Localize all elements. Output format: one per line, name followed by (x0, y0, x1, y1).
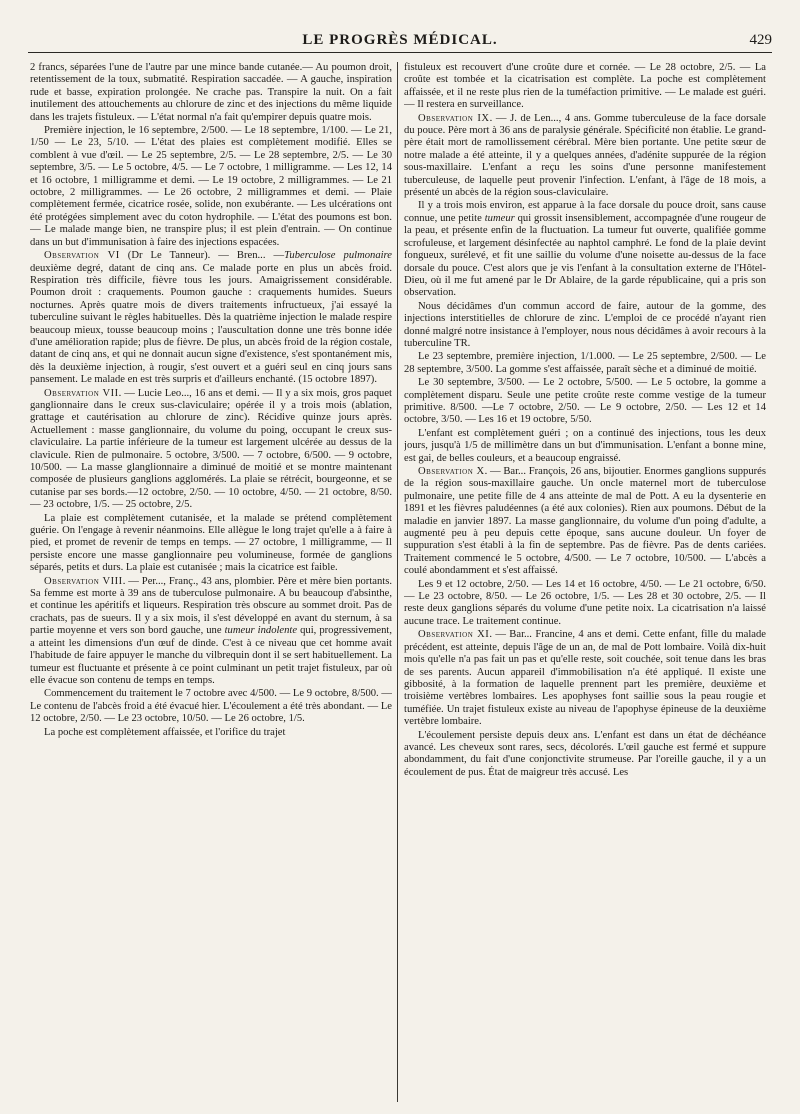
observation-text: . — J. de Len..., 4 ans. Gomme tuberculeuse de la face dorsale du pouce. Père mort à 36 ans de paralysie générale. Spécificité non établie. Le grand-père était mort de ramollissement cérébral. Mère bien portante. Une petite sœur de notre malade a été atteinte, il y a quelques années, d'adénite suppurée de la région sous-maxillaire. L'enfant a reçu les soins d'une personne manifestement tuberculeuse, de laquelle peut provenir l'infection. L'enfant, à l'âge de 18 mois, a présenté un abcès de la région sous-claviculaire. (404, 112, 766, 199)
paragraph: L'enfant est complètement guéri ; on a continué des injections, tous les deux jours, jusqu'à 1/5 de millimètre dans un but d'immunisation. L'enfant a bonne mine, est gai, de belles couleurs, et a beaucoup engraissé. (404, 427, 766, 464)
observation-label: Observation VI (44, 250, 120, 262)
observation-vii (30, 388, 392, 512)
paragraph: Première injection, le 16 septembre, 2/500. — Le 18 septembre, 1/100. — Le 21, 1/50 — Le 23, 5/10. — L'état des plaies est complètement modifié. Elles se comblent à vue d'œil. — Le 25 septembre, 2/5. — Le 28 septembre, 2/5. — Le 30 septembre, 3/5. — Le 5 octobre, 4/5. — Le 7 octobre, 1 milligramme. — Les 12, 14 et 16 octobre, 1 milligramme et demi. — Le 19 octobre, 2 milligrammes. — Le 21 octobre, 2 milligrammes. — Le 26 octobre, 2 milligrammes et demi. — Plaie complètement fermée, cicatrice rosée, solide, non exubérante. — Les ulcérations ont été protégées simplement avec du coton hydrophile. — L'état des poumons est bon. — Le malade mange bien, ne transpire plus; il est plein d'entrain. — On continue dans un but d'immunisation à faire des injections espacées. (30, 125, 392, 248)
observation-lead: . — Per..., Franç., 43 ans, plombier. Père et mère bien portants. Sa femme est morte à 39 ans de tuberculose pulmonaire. A bu beaucoup d'absinthe, et continue les apéritifs et liqueurs. Respiration très obscure au sommet droit. Pas de crachats, pas de sueurs. Il y a six mois, il s'est développé en avant du sternum, à sa partie moyenne et vers son bord gauche, une (30, 575, 392, 637)
left-column (30, 62, 392, 1102)
observation-label: Observation X (418, 466, 485, 477)
paragraph-lead: Il y a trois mois environ, est apparue à la face dorsale du pouce droit, sans cause connue, une petite (404, 200, 766, 224)
page-number: 429 (749, 32, 772, 48)
paragraph-italic: tumeur (484, 212, 515, 224)
journal-title: LE PROGRÈS MÉDICAL. (302, 32, 498, 48)
observation-italic: Tuberculose pulmonaire (284, 250, 392, 262)
observation-ix (404, 113, 766, 200)
observation-italic: tumeur indolente (224, 625, 298, 637)
paragraph: fistuleux est recouvert d'une croûte dure et cornée. — Le 28 octobre, 2/5. — La croûte est tombée et la cicatrisation est complète. La poche est complètement affaissée, et il ne reste plus rien de la tuméfaction primitive. — Le malade est guéri. — Il restera en surveillance. (404, 62, 766, 111)
observation-text: deuxième degré, datant de cinq ans. Ce malade porte en plus un abcès froid. Respiration très difficile, fièvre tous les jours. Amaigrissement considérable. Poumon droit : craquements. Poumon gauche : craquements humides. Sueurs nocturnes. Après quatre mois de divers traitements infructueux, j'ai essayé la tuberculine suivant le règles habituelles. Dès la quatrième injection le malade respire beaucoup mieux, tousse beaucoup moins ; l'auscultation donne une très bonne idée d'une amélioration rapide; plus de fièvre. De plus, un abcès froid de la région costale, datant de cinq ans, et qui ne donnait aucun signe d'existence, s'est spontanément mis, dès la deuxième injection, à rougir, s'est ouvert et a guéri seul en cinq jours sans pansement. Le malade en est très surpris et d'ailleurs enchanté. (15 octobre 1897). (30, 262, 392, 386)
paragraph: L'écoulement persiste depuis deux ans. L'enfant est dans un état de déchéance avancé. Les cheveux sont rares, secs, décolorés. L'œil gauche est fermé et suppure abondamment, du fait d'une conjonctivite strumeuse. Par l'oreille gauche, il y a un écoulement de pus. État de maigreur très accusé. Les (404, 729, 766, 778)
observation-label: Observation VII (44, 387, 119, 399)
paragraph: Nous décidâmes d'un commun accord de faire, autour de la gomme, des injections interstitielles de chlorure de zinc. L'emploi de ce procédé n'ayant rien donné malgré notre insistance à l'employer, nous nous décidâmes à avoir recours à la tuberculine TR. (404, 300, 766, 349)
observation-lead: (Dr Le Tanneur). — Bren... — (119, 250, 285, 262)
paragraph: La plaie est complètement cutanisée, et la malade se prétend complètement guérie. On l'engage à revenir néanmoins. Elle allègue le long trajet qu'elle a à faire à pied, et promet de revenir de temps en temps. — 27 octobre, 1 milligramme, — Il persiste encore une masse ganglionnaire peu volumineuse, formée de ganglions séparés, petits et durs. La plaie est cutanisée ; mais la cicatrice est faible. (30, 512, 392, 574)
column-divider (397, 62, 398, 1102)
running-header (28, 32, 772, 53)
observation-label: Observation VIII (44, 575, 123, 587)
observation-text: . — Bar... Francine, 4 ans et demi. Cette enfant, fille du malade précédent, est atteinte, depuis l'âge de un an, de mal de Pott lombaire. Voilà dix-huit mois qu'elle n'a pas fait un pas et qu'elle reste, soit couchée, soit tenue dans les bras de ses parents. Aucun appareil d'immobilisation n'a été appliqué. Il existe une gibbosité, à la formation de laquelle prennent part les première, deuxième et troisième vertèbres lombaires. Les apophyses font saillie sous la peau rougie et tuméfiée. Un trajet fistuleux existe au niveau de l'apophyse épineuse de la deuxième vertèbre lombaire. (404, 629, 766, 728)
paragraph: Les 9 et 12 octobre, 2/50. — Les 14 et 16 octobre, 4/50. — Le 21 octobre, 6/50. — Le 23 octobre, 8/50. — Le 26 octobre, 1/5. — Les 28 et 30 octobre, 2/5. — Il reste deux ganglions séparés du volume d'une petite noix. La cicatrisation n'a laissé aucune trace. Le traitement continue. (404, 578, 766, 627)
paragraph-text: qui grossit insensiblement, accompagnée d'une rougeur de la peau, et présente enfin de la fluctuation. La tumeur fut ouverte, qualifiée gomme scrofuleuse, et largement désinfectée au naphtol camphré. Le fond de la plaie devint fongueux, surélevé, et fit une saillie du volume d'une noisette au-dessus de la face dorsale du pouce. C'est alors que je vis l'enfant à la consultation externe de l'Hôtel-Dieu, où il me fut amené par le Dr Ablaire, de la garde républicaine, qui a pris son observation. (404, 212, 766, 299)
paragraph: Le 23 septembre, première injection, 1/1.000. — Le 25 septembre, 2/500. — Le 28 septembre, 3/500. La gomme s'est affaissée, paraît sèche et a diminué de moitié. (404, 351, 766, 375)
observation-text: qui, progressivement, a atteint les dimensions d'un œuf de dinde. C'est à ce niveau que cet homme avait l'habitude de faire appuyer le manche du vilbrequin dont il se sert habituellement. La tumeur est fluctuante et présente à ce point culminant un petit trajet fistuleux, par où elle évacue son contenu de temps en temps. (30, 625, 392, 686)
observation-viii (30, 576, 392, 688)
paragraph: 2 francs, séparées l'une de l'autre par une mince bande cutanée.— Au poumon droit, retentissement de la toux, submatité. Respiration saccadée. — A gauche, inspiration rude et basse, expiration prolongée. Ne crache pas. Transpire la nuit. On a fait inutilement des attouchements au chlorure de zinc et des injections du même liquide dans les trajets fistuleux. — L'état normal n'a fait qu'empirer depuis quatre mois. (30, 62, 392, 123)
observation-text: . — Lucie Leo..., 16 ans et demi. — Il y a six mois, gros paquet ganglionnaire dans le creux sus-claviculaire; opérée il y a trois mois (ablation, grattage et cautérisation au chlorure de zinc). Récidive quinze jours après. Actuellement : masse ganglionnaire, du volume du poing, occupant le creux sus-claviculaire. La partie inférieure de la tumeur est largement ulcérée au dessus de la clavicule. Rien de pulmonaire. 5 octobre, 3/500. — 7 octobre, 6/500. — 9 octobre, 10/500. — La masse glanglionnaire a diminué de moitié et se montre maintenant composée de plusieurs ganglions agglomérés. La plaie se rétrécit, bourgeonne, et se cutanise par ses bords.—12 octobre, 2/50. — 10 octobre, 4/50. — 21 octobre, 8/50. — 23 octobre, 1/5. — 25 octobre, 2/5. (30, 387, 392, 511)
right-column (404, 62, 766, 1102)
observation-xi (404, 629, 766, 728)
observation-x (404, 466, 766, 578)
observation-label: Observation XI (418, 629, 490, 641)
paragraph (404, 200, 766, 299)
paragraph: Commencement du traitement le 7 octobre avec 4/500. — Le 9 octobre, 8/500. — Le contenu de l'abcès froid a été évacué hier. L'écoulement a été très abondant. — Le 12 octobre, 2/50. — Le 23 octobre, 10/50. — Le 26 octobre, 1/5. (30, 688, 392, 725)
observation-vi (30, 250, 392, 386)
paragraph: La poche est complètement affaissée, et l'orifice du trajet (44, 726, 286, 738)
paragraph: Le 30 septembre, 3/500. — Le 2 octobre, 5/500. — Le 5 octobre, la gomme a complètement disparu. Seule une petite croûte reste comme vestige de la tumeur primitive. 8/500. —Le 7 octobre, 2/50. — Le 9 octobre, 2/50. — Les 12 et 14 octobre, 3/50. — Les 16 et 19 octobre, 5/50. (404, 377, 766, 426)
observation-label: Observation IX (418, 112, 490, 124)
observation-text: . — Bar... François, 26 ans, bijoutier. Enormes ganglions suppurés de la région sous-maxillaire gauche. Un oncle maternel mort de tuberculose pulmonaire, une petite fille de 4 ans atteinte de mal de Pott. A eu la dysenterie en 1891 et les fièvres paludéennes (a été aux colonies). Rien aux poumons. Début de la maladie en janvier 1897. La masse ganglionnaire, du volume d'un poing d'adulte, a augmenté peu à peu depuis cette époque, sans aucune douleur. Un foyer de suppuration s'est établi à la fin de septembre. Pas de fièvre. Pas de dents cariées. Traitement commencé le 5 octobre, 4/500. — Le 7 octobre, 10/500. — L'abcès a coulé abondamment et s'est affaissé. (404, 466, 766, 577)
